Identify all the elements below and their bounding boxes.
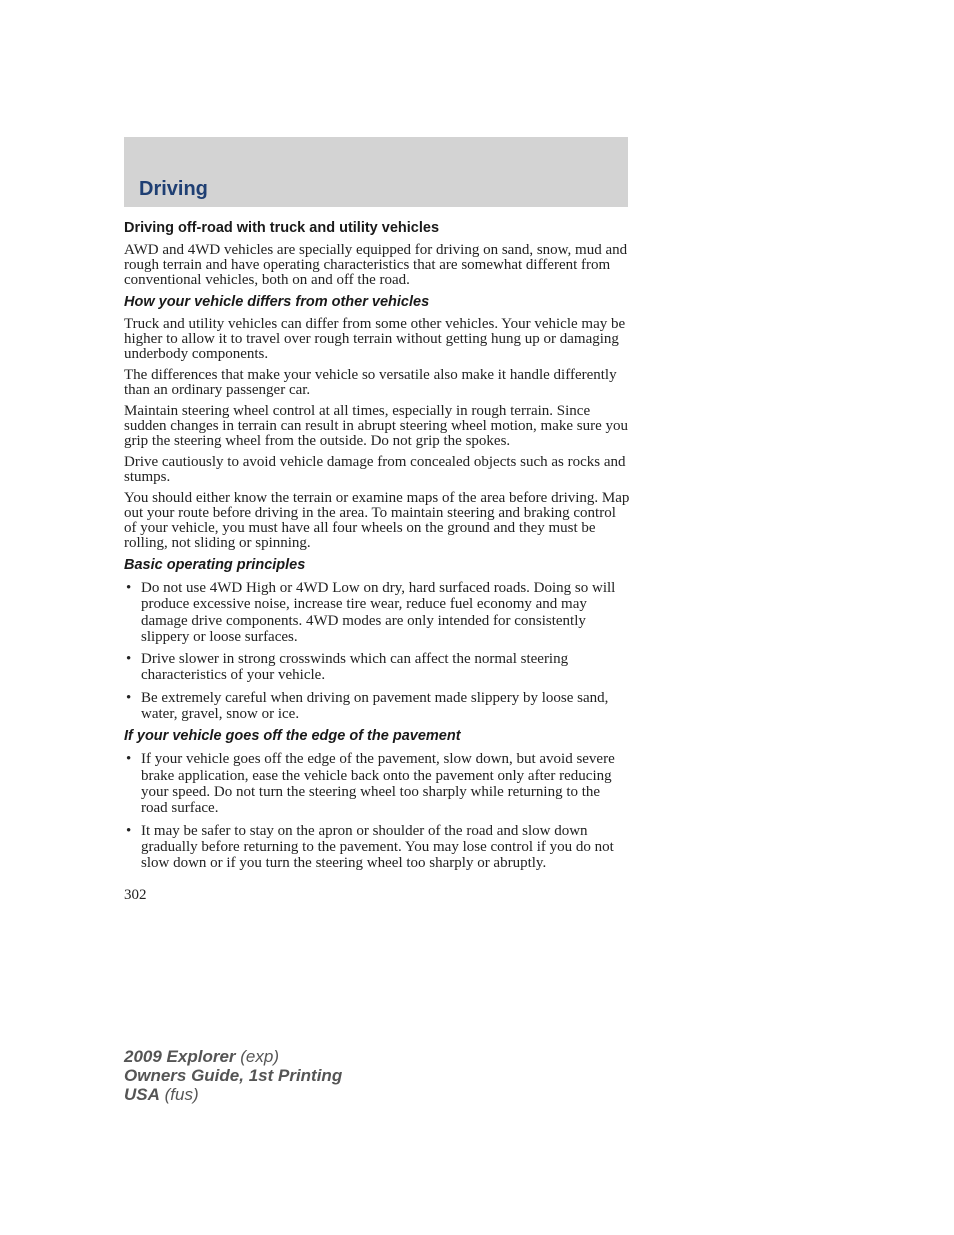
- offroad-intro: AWD and 4WD vehicles are specially equipped for driving on sand, snow, mud and rough terrain and have operating characteristics that are somewhat different from conventional vehicles, both on and off the road.: [124, 242, 628, 288]
- footer-guide: Owners Guide, 1st Printing: [124, 1066, 343, 1085]
- differs-paragraph: You should either know the terrain or examine maps of the area before driving. Map out your route before driving in the area. To maintain steering and braking control of your vehicle, you must have all four wheels on the ground and they must be rolling, not sliding or spinning.: [124, 490, 630, 551]
- footer-model: 2009 Explorer: [124, 1047, 236, 1066]
- differs-paragraph: Truck and utility vehicles can differ from some other vehicles. Your vehicle may be higher to allow it to travel over rough terrain without getting hung up or damaging underbody components.: [124, 316, 626, 362]
- offroad-heading: Driving off-road with truck and utility vehicles: [124, 220, 440, 236]
- list-item: • Drive slower in strong crosswinds which can affect the normal steering characteristics of your vehicle.: [124, 651, 630, 684]
- page-content: [124, 220, 630, 903]
- list-item: • Do not use 4WD High or 4WD Low on dry, hard surfaced roads. Doing so will produce excessive noise, increase tire wear, reduce fuel economy and may damage drive components. 4WD modes are only intended for consistently slippery or loose surfaces.: [124, 580, 630, 645]
- footer-line-guide: [124, 1066, 342, 1085]
- pavement-edge-heading: If your vehicle goes off the edge of the pavement: [124, 728, 461, 745]
- differs-paragraph: Maintain steering wheel control at all times, especially in rough terrain. Since sudden changes in terrain can result in abrupt steering wheel motion, make sure you grip the steering wheel from the outside. Do not grip the spokes.: [124, 403, 629, 449]
- footer-market-code: (fus): [164, 1085, 199, 1104]
- footer-line-model: [124, 1047, 342, 1066]
- differs-paragraph: The differences that make your vehicle so versatile also make it handle differently than an ordinary passenger car.: [124, 367, 617, 398]
- basic-principles-list: [124, 580, 630, 722]
- footer-model-code: (exp): [240, 1047, 279, 1066]
- differs-paragraph: Drive cautiously to avoid vehicle damage from concealed objects such as rocks and stumps.: [124, 454, 626, 485]
- document-footer: [124, 1047, 342, 1104]
- pavement-edge-list: [124, 751, 630, 871]
- page-number: 302: [124, 887, 147, 904]
- list-item: • It may be safer to stay on the apron or shoulder of the road and slow down gradually before returning to the pavement. You may lose control if you do not slow down or if you turn the steering wheel too sharply or abruptly.: [124, 823, 630, 872]
- basic-principles-heading: Basic operating principles: [124, 557, 306, 573]
- list-item: • Be extremely careful when driving on pavement made slippery by loose sand, water, gravel, snow or ice.: [124, 690, 630, 723]
- footer-line-market: [124, 1085, 342, 1104]
- differs-heading: How your vehicle differs from other vehicles: [124, 294, 430, 310]
- footer-market: USA: [124, 1085, 160, 1104]
- list-item: • If your vehicle goes off the edge of the pavement, slow down, but avoid severe brake application, ease the vehicle back onto the pavement only after reducing your speed. Do not turn the steering wheel too sharply while returning to the road surface.: [124, 751, 630, 816]
- section-header-band: [124, 137, 628, 207]
- section-title: Driving: [139, 178, 208, 200]
